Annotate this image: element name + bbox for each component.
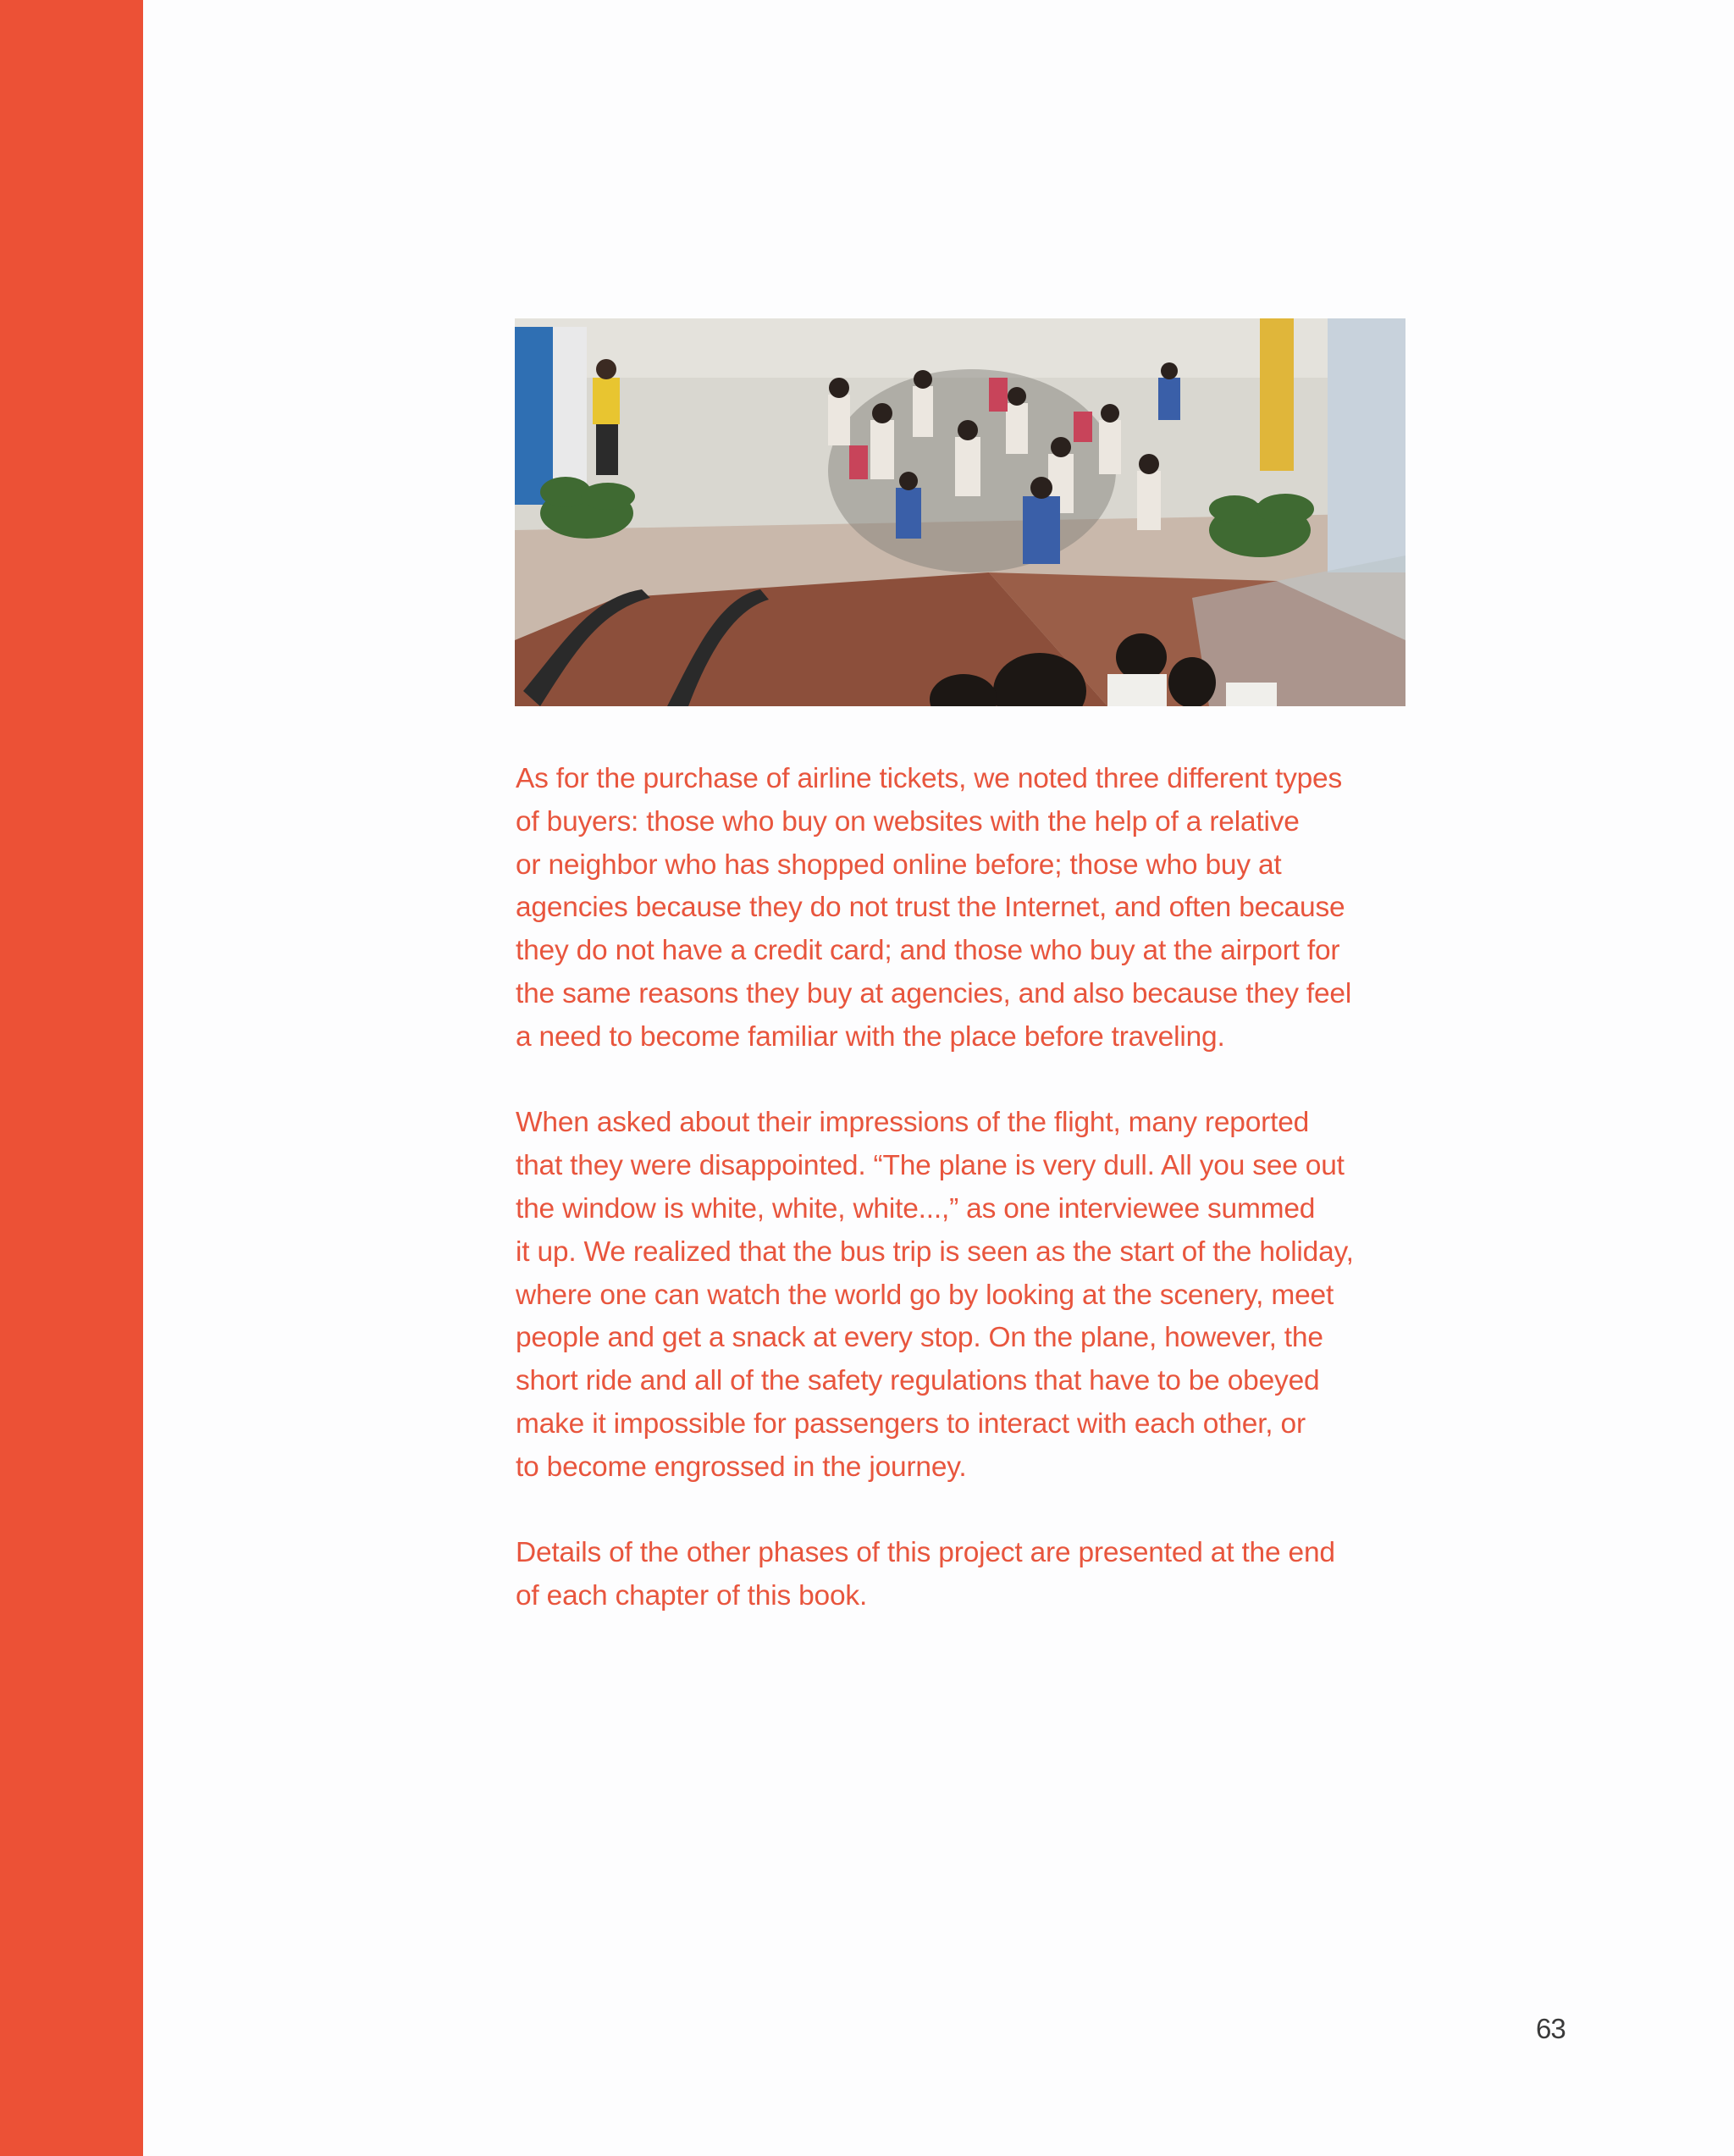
text-line: make it impossible for passengers to interact with each other, or bbox=[516, 1407, 1306, 1440]
text-line: that they were disappointed. “The plane is very dull. All you see out bbox=[516, 1150, 1345, 1182]
body-text bbox=[516, 758, 1413, 1661]
airport-crowd-photo bbox=[515, 318, 1405, 706]
text-line: As for the purchase of airline tickets, we noted three different types bbox=[516, 763, 1343, 794]
text-line: When asked about their impressions of the flight, many reported bbox=[516, 1107, 1310, 1139]
text-line: short ride and all of the safety regulations that have to be obeyed bbox=[516, 1365, 1320, 1397]
text-line: the window is white, white, white...,” as one interviewee summed bbox=[516, 1192, 1316, 1224]
text-line: where one can watch the world go by looking at the scenery, meet bbox=[516, 1279, 1334, 1311]
page-number: 63 bbox=[1536, 2013, 1566, 2044]
paragraph-other-phases bbox=[516, 1532, 1413, 1618]
text-line: a need to become familiar with the place before traveling. bbox=[516, 1020, 1225, 1053]
text-line: it up. We realized that the bus trip is seen as the start of the holiday, bbox=[516, 1236, 1354, 1268]
text-line: of buyers: those who buy on websites with the help of a relative bbox=[516, 805, 1300, 838]
text-line: Details of the other phases of this project are presented at the end bbox=[516, 1537, 1335, 1569]
paragraph-flight-impressions bbox=[516, 1102, 1413, 1489]
accent-side-bar bbox=[0, 0, 143, 2156]
text-line: they do not have a credit card; and those who buy at the airport for bbox=[516, 935, 1340, 967]
text-line: agencies because they do not trust the Internet, and often because bbox=[516, 892, 1345, 924]
paragraph-ticket-buyers bbox=[516, 758, 1413, 1059]
text-line: of each chapter of this book. bbox=[516, 1580, 868, 1612]
text-line: to become engrossed in the journey. bbox=[516, 1451, 967, 1483]
text-line: the same reasons they buy at agencies, and also because they feel bbox=[516, 977, 1352, 1009]
text-line: people and get a snack at every stop. On the plane, however, the bbox=[516, 1322, 1323, 1354]
text-line: or neighbor who has shopped online before; those who buy at bbox=[516, 849, 1282, 881]
